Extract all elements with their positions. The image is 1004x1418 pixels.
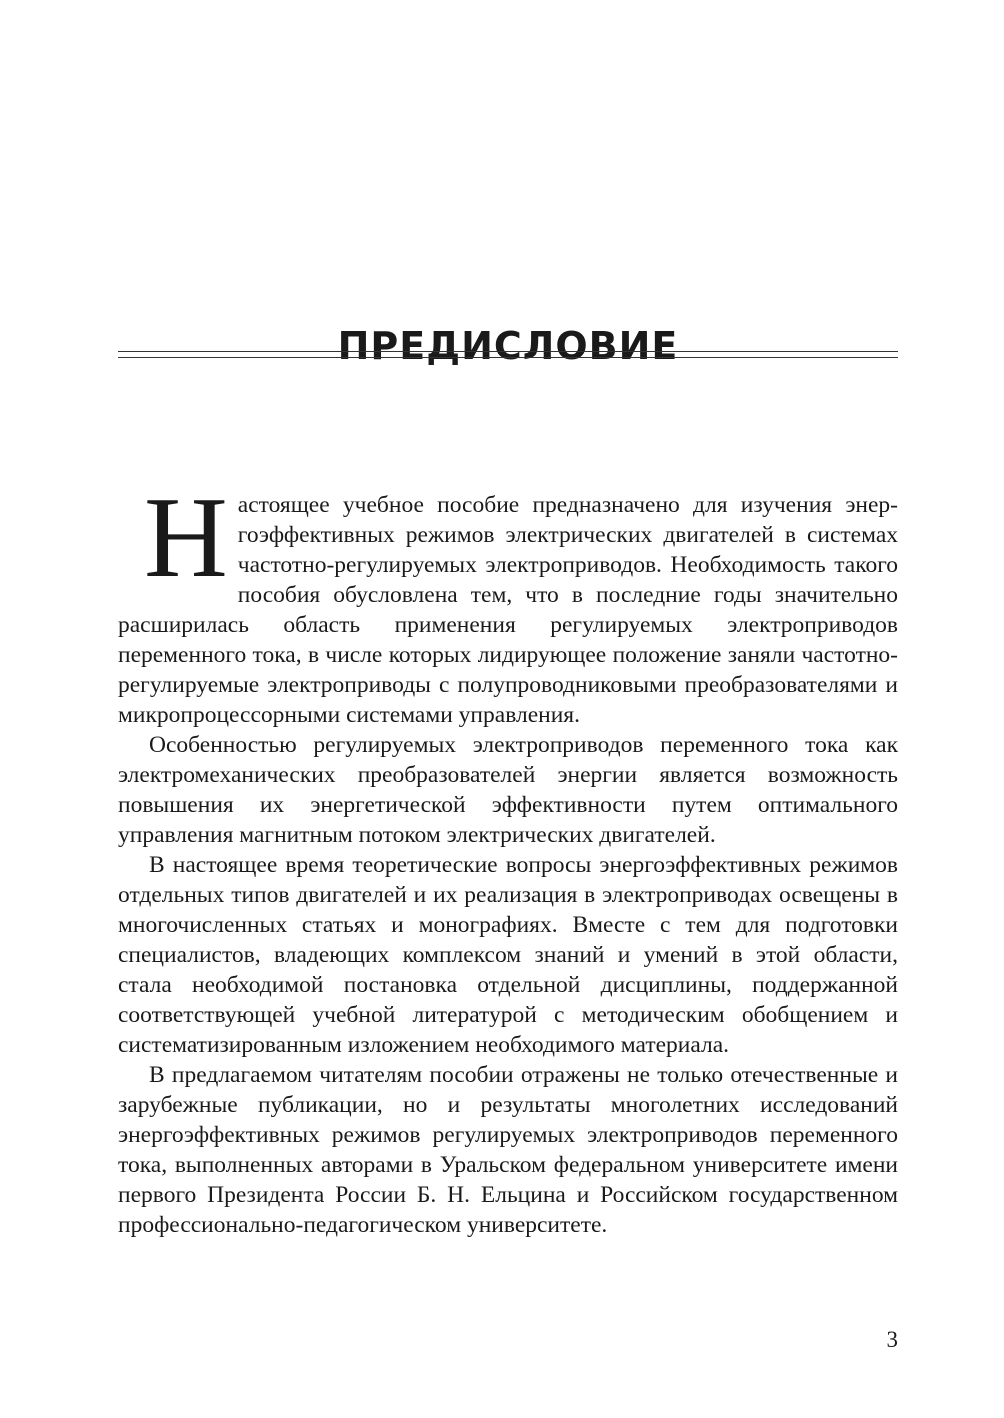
body-text: [118, 474, 898, 1240]
paragraph-4: В предлагаемом читателям пособии отражены не только отечественные и зарубежные публикации, но и результаты многолетних исследований энергоэффективных режимов регулируемых электроприводов переменного тока, выполненных авторами в Уральском федеральном университете имени первого Президента России Б. Н. Ельцина и Российском государственном профессионально-педагогическом университете.: [118, 1062, 898, 1238]
page-number: 3: [886, 1327, 898, 1352]
paragraph-1-text: астоящее учебное пособие предназначено для изучения энергоэффективных режимов электрических двигателей в системах частотно-регулируемых электроприводов. Необходимость такого пособия обусловлена тем, что в последние годы значительно расширилась область применения регулируемых электроприводов переменного тока, в числе которых лидирующее положение заняли частотно-регулируемые электроприводы с полупроводниковыми преобразователями и микропроцессорными системами управления.: [118, 492, 898, 728]
paragraph-1: [118, 474, 898, 730]
title-rule-bottom: [118, 357, 898, 358]
paragraph-2: Особенностью регулируемых электроприводов переменного тока как электромеханических преобразователей энергии является возможность повышения их энергетической эффективности путем оптимального управления магнитным потоком электрических двигателей.: [118, 732, 898, 848]
paragraph-3: В настоящее время теоретические вопросы энергоэффективных режимов отдельных типов двигателей и их реализация в электроприводах освещены в многочисленных статьях и монографиях. Вместе с тем для подготовки специалистов, владеющих комплексом знаний и умений в этой области, стала необходимой постановка отдельной дисциплины, поддержанной соответствующей учебной литературой с методическим обобщением и систематизированным изложением необходимого материала.: [118, 852, 898, 1058]
title-rule-top: [118, 351, 898, 352]
drop-cap: Н: [144, 474, 228, 602]
page-title: ПРЕДИСЛОВИЕ: [337, 324, 679, 369]
